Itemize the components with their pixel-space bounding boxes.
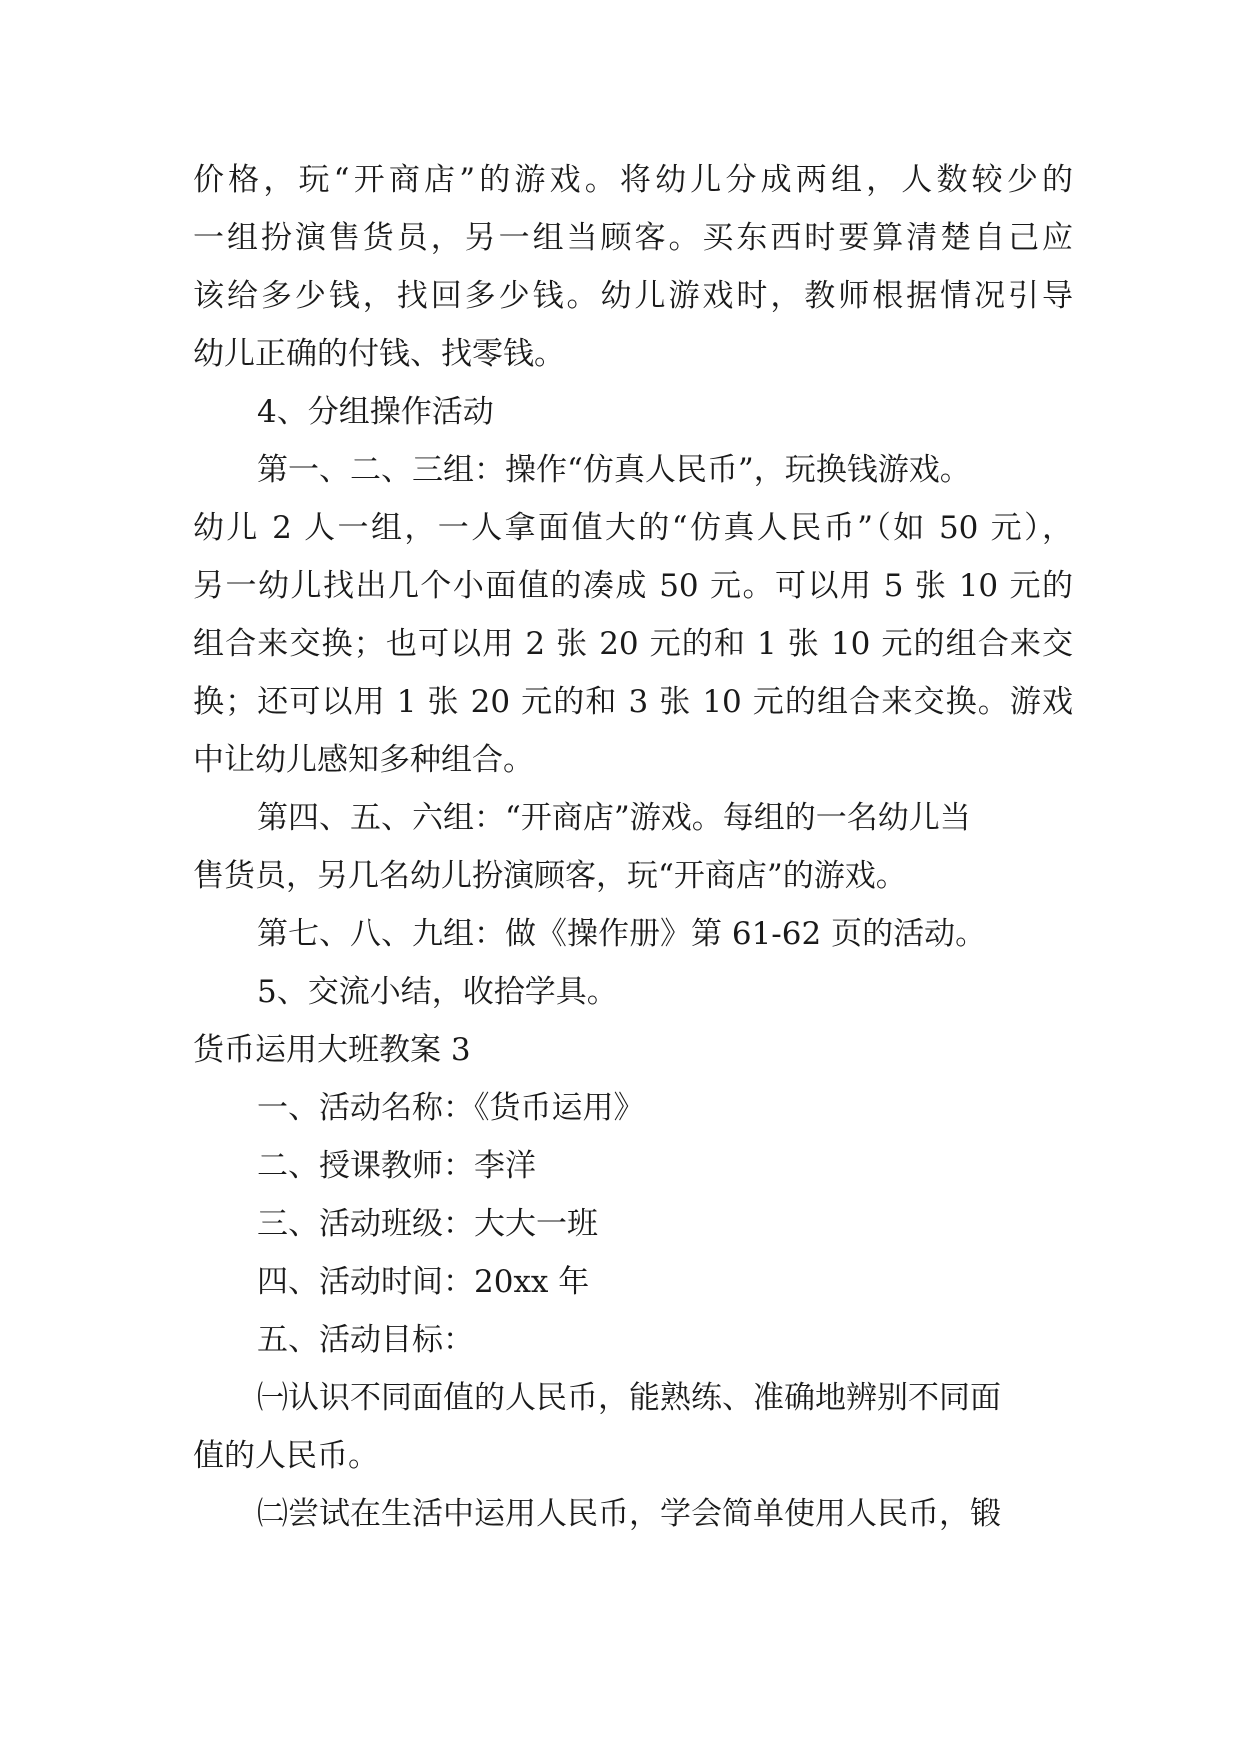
text-line: 值的人民币。	[193, 1438, 379, 1474]
text-line: 幼儿 2 人一组，一人拿面值大的“仿真人民币”（如 50 元），	[193, 510, 1073, 546]
text-line: 二、授课教师：李洋	[257, 1148, 536, 1184]
document-page	[193, 151, 1073, 1543]
section-heading: 4、分组操作活动	[257, 394, 494, 430]
text-line: 第四、五、六组：“开商店”游戏。每组的一名幼儿当	[257, 800, 971, 836]
text-line: 该给多少钱，找回多少钱。幼儿游戏时，教师根据情况引导	[193, 278, 1073, 314]
text-line: 价格，玩“开商店”的游戏。将幼儿分成两组，人数较少的	[193, 162, 1073, 198]
text-line: 第一、二、三组：操作“仿真人民币”，玩换钱游戏。	[257, 452, 971, 488]
text-line: 售货员，另几名幼儿扮演顾客，玩“开商店”的游戏。	[193, 858, 907, 894]
text-line: ㈠认识不同面值的人民币，能熟练、准确地辨别不同面	[257, 1380, 1001, 1416]
text-line: 三、活动班级：大大一班	[257, 1206, 598, 1242]
text-line: 幼儿正确的付钱、找零钱。	[193, 336, 565, 372]
text-line: 五、活动目标：	[257, 1322, 474, 1358]
text-line: 第七、八、九组：做《操作册》第 61-62 页的活动。	[257, 916, 987, 952]
text-line: 5、交流小结，收拾学具。	[257, 974, 618, 1010]
text-line: 一、活动名称：《货币运用》	[257, 1090, 645, 1126]
text-line: 四、活动时间：20xx 年	[257, 1264, 590, 1300]
text-line: 组合来交换；也可以用 2 张 20 元的和 1 张 10 元的组合来交	[193, 626, 1073, 662]
document-title: 货币运用大班教案 3	[193, 1032, 471, 1068]
text-line: ㈡尝试在生活中运用人民币，学会简单使用人民币，锻	[257, 1496, 1001, 1532]
text-line: 一组扮演售货员，另一组当顾客。买东西时要算清楚自己应	[193, 220, 1073, 256]
text-line: 另一幼儿找出几个小面值的凑成 50 元。可以用 5 张 10 元的	[193, 568, 1073, 604]
text-line: 换；还可以用 1 张 20 元的和 3 张 10 元的组合来交换。游戏	[193, 684, 1073, 720]
text-line: 中让幼儿感知多种组合。	[193, 742, 534, 778]
